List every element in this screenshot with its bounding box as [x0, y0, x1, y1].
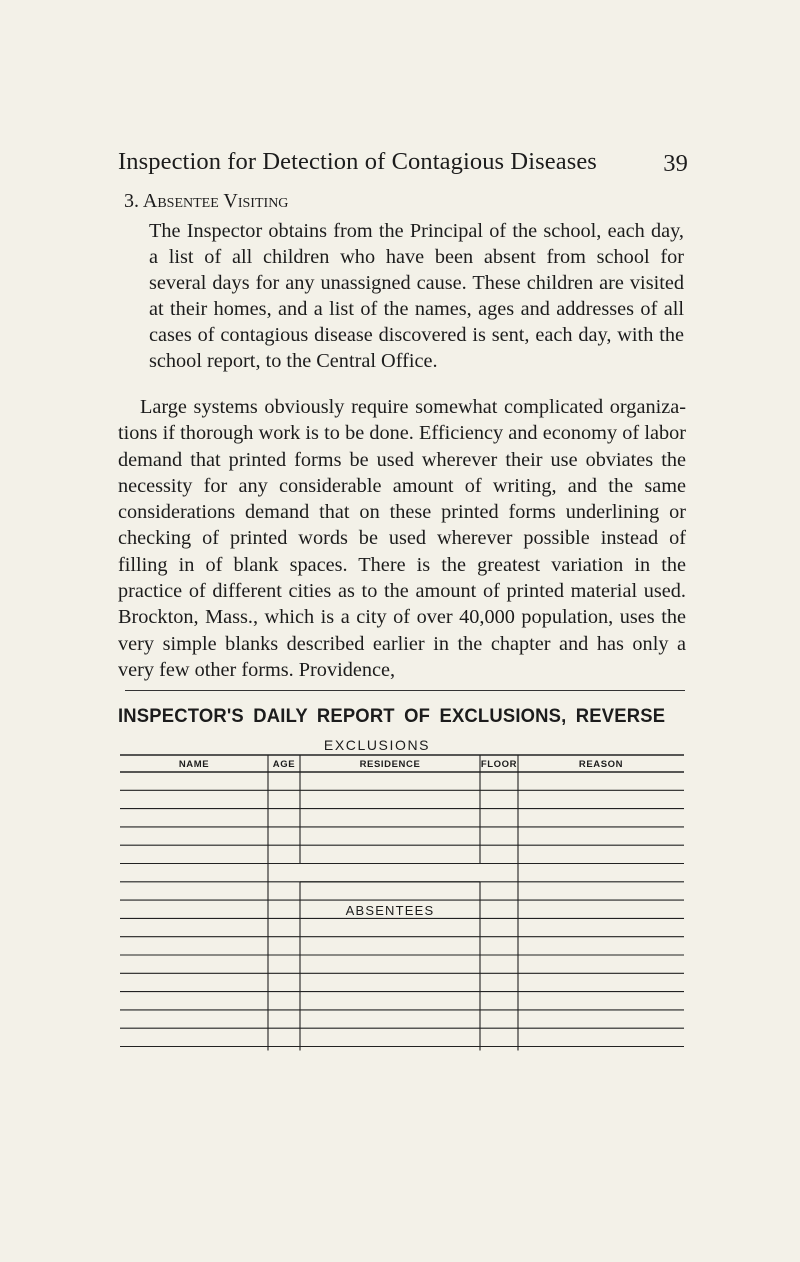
section-body: The Inspector obtains from the Principal of the school, each day, a list of all children who have been absent from school for several days for any unassigned cause. These children are visited at their homes, and a list of the names, ages and addresses of all cases of contagious disease discovered is sent, each day, with the school report, to the Central Office.: [149, 220, 684, 372]
page-number: 39: [663, 150, 688, 177]
section-heading: 3. Absentee Visiting: [124, 190, 289, 212]
absentees-label: ABSENTEES: [345, 903, 435, 918]
form-grid: [120, 754, 684, 1100]
column-header-age: AGE: [272, 759, 296, 770]
figure-divider: [125, 690, 685, 691]
column-header-floor: FLOOR: [480, 759, 518, 770]
exclusions-form: [120, 754, 684, 1100]
column-header-name: NAME: [178, 759, 210, 770]
body-paragraph: Large systems obviously require somewhat complicated organizations if thorough work is to be done. Efficiency and economy of labor demand that printed forms be used wherever their use obviates the necessity for any considerable amount of writing, and the same considerations demand that on these printed forms underlining or checking of printed words be used wherever possible instead of filling in of blank spaces. There is the greatest variation in the practice of different cities as to the amount of printed material used. Brockton, Mass., which is a city of over 40,000 population, uses the very simple blanks described earlier in the chapter and has only a very few other forms. Providence,: [118, 396, 686, 681]
column-header-residence: RESIDENCE: [359, 759, 421, 770]
column-header-reason: REASON: [578, 759, 624, 770]
form-title: EXCLUSIONS: [323, 737, 431, 753]
figure-caption: INSPECTOR'S DAILY REPORT OF EXCLUSIONS, REVERSE: [118, 706, 666, 727]
running-title: Inspection for Detection of Contagious Diseases: [118, 148, 597, 175]
